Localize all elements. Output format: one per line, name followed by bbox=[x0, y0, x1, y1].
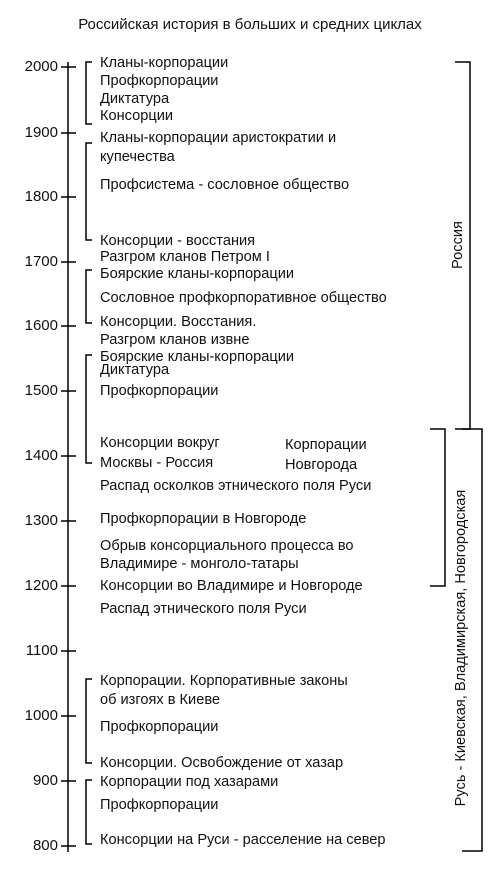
year-label-1100: 1100 bbox=[25, 642, 58, 659]
year-label-800: 800 bbox=[32, 837, 58, 854]
event-label: Корпорации. Корпоративные законы bbox=[100, 673, 348, 689]
event-label: Корпорации bbox=[285, 437, 367, 453]
event-label: Диктатура bbox=[100, 362, 170, 378]
event-label: Распад осколков этнического поля Руси bbox=[100, 478, 372, 494]
novgorod-bracket bbox=[430, 429, 445, 586]
year-label-1900: 1900 bbox=[24, 124, 58, 141]
event-label: Консорции. Восстания. bbox=[100, 314, 257, 330]
event-label: Консорции на Руси - расселение на север bbox=[100, 832, 386, 848]
event-label: Москвы - Россия bbox=[100, 455, 214, 471]
year-label-1600: 1600 bbox=[24, 317, 58, 334]
event-label: Консорции. Освобождение от хазар bbox=[100, 755, 344, 771]
year-label-1300: 1300 bbox=[24, 512, 58, 529]
event-label: Распад этнического поля Руси bbox=[100, 601, 307, 617]
rus-side-label: Русь - Киевская, Владимирская, Новгородская bbox=[453, 489, 469, 807]
event-label: Новгорода bbox=[285, 457, 358, 473]
event-label: Профкорпорации bbox=[100, 797, 219, 813]
year-label-1700: 1700 bbox=[24, 253, 58, 270]
event-label: Профкорпорации в Новгороде bbox=[100, 511, 307, 527]
cycle-bracket-5 bbox=[86, 679, 92, 763]
event-label: Корпорации под хазарами bbox=[100, 774, 279, 790]
year-label-1400: 1400 bbox=[24, 447, 58, 464]
event-label: купечества bbox=[100, 149, 175, 165]
cycle-bracket-2 bbox=[86, 143, 92, 240]
cycle-bracket-3 bbox=[86, 270, 92, 323]
event-label: Консорции вокруг bbox=[100, 435, 220, 451]
year-label-1000: 1000 bbox=[24, 707, 58, 724]
year-label-1500: 1500 bbox=[24, 382, 58, 399]
event-label: Кланы-корпорации bbox=[100, 55, 229, 71]
event-label: Консорции bbox=[100, 108, 174, 124]
event-label: Профкорпорации bbox=[100, 719, 219, 735]
cycle-bracket-1 bbox=[86, 62, 92, 124]
russia-side-label: Россия bbox=[450, 221, 466, 269]
cycle-bracket-4 bbox=[86, 355, 92, 463]
cycle-bracket-6 bbox=[86, 780, 92, 844]
event-label: Сословное профкорпоративное общество bbox=[100, 290, 387, 306]
event-label: Диктатура bbox=[100, 91, 170, 107]
event-label: Боярские кланы-корпорации bbox=[100, 349, 295, 365]
year-label-1200: 1200 bbox=[24, 577, 58, 594]
event-label: Консорции во Владимире и Новгороде bbox=[100, 578, 363, 594]
event-label: Владимире - монголо-татары bbox=[100, 556, 299, 572]
event-label: об изгоях в Киеве bbox=[100, 692, 221, 708]
year-label-2000: 2000 bbox=[24, 58, 58, 75]
year-label-900: 900 bbox=[32, 772, 58, 789]
event-label: Обрыв консорциального процесса во bbox=[100, 538, 354, 554]
event-label: Профкорпорации bbox=[100, 73, 219, 89]
event-label: Разгром кланов извне bbox=[100, 332, 250, 348]
event-label: Кланы-корпорации аристократии и bbox=[100, 130, 337, 146]
event-label: Разгром кланов Петром I bbox=[100, 249, 270, 265]
event-label: Профсистема - сословное общество bbox=[100, 177, 350, 193]
year-label-1800: 1800 bbox=[24, 188, 58, 205]
diagram-title: Российская история в больших и средних циклах bbox=[78, 16, 422, 33]
event-label: Консорции - восстания bbox=[100, 233, 256, 249]
event-label: Профкорпорации bbox=[100, 383, 219, 399]
event-label: Боярские кланы-корпорации bbox=[100, 266, 295, 282]
